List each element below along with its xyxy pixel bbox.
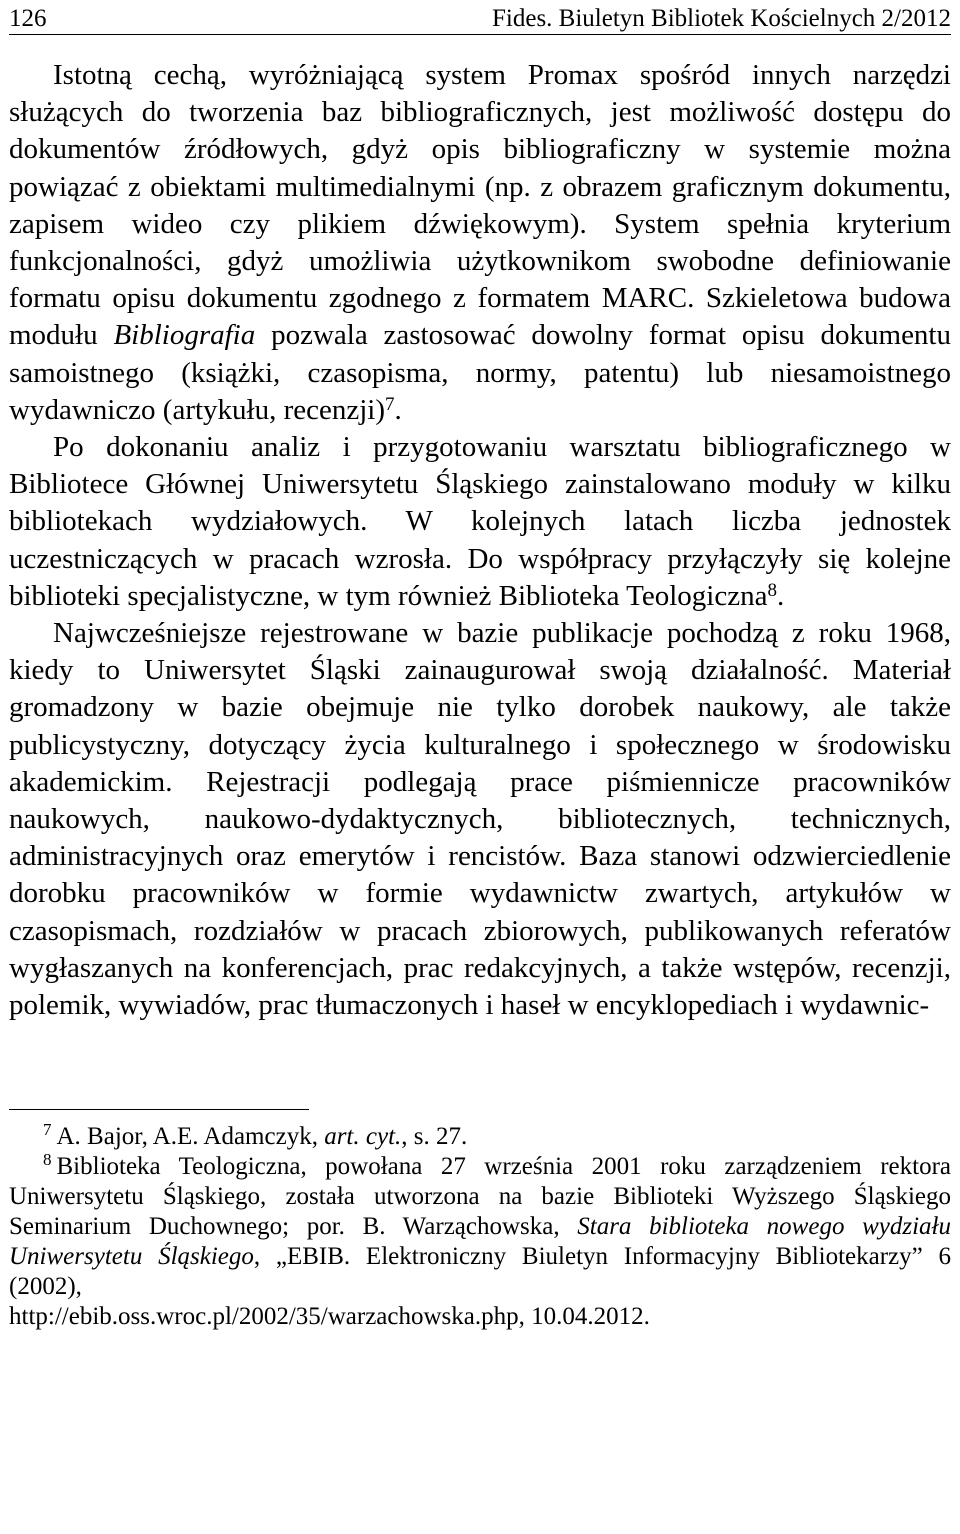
paragraph-text: Istotną cechą, wyróżniającą system Promax spośród innych narzędzi służących do tworzenia baz bibliograficznych, jest możliwość dostępu do dokumentów źródłowych, gdyż opis bibliograficzny w systemie można powiązać z obiektami multimedialnymi (np. z obrazem graficznym dokumentu, zapisem wideo czy plikiem dźwiękowym). System spełnia kryterium funkcjonalności, gdyż umożliwia użytkownikom swobodne definiowanie formatu opisu dokumentu zgodnego z formatem MARC. Szkieletowa budowa modułu <box>9 59 951 352</box>
footnote-text: Biblioteka Teologiczna, powołana 27 września 2001 roku zarządzeniem rektora Uniwersytetu Śląskiego, została utworzona na bazie Biblioteki Wyższego Śląskiego Seminarium Duchownego; por. B. Warząchowska, <box>9 1153 951 1241</box>
module-name-italic: Bibliografia <box>113 319 256 352</box>
footnote-text: , „EBIB. Elektroniczny Biuletyn Informacyjny Bibliotekarzy” 6 (2002), <box>9 1243 951 1301</box>
running-title: Fides. Biuletyn Bibliotek Kościelnych 2/2012 <box>492 5 951 32</box>
body-text <box>9 57 951 1024</box>
footnote-ref[interactable]: 7 <box>385 393 395 415</box>
footnote <box>9 1122 951 1152</box>
paragraph-text: . <box>394 393 402 426</box>
paragraph <box>9 57 951 429</box>
footnote-number: 7 <box>43 1120 52 1140</box>
header-rule <box>9 34 951 35</box>
running-header <box>9 0 951 34</box>
paragraph-text: . <box>776 579 785 612</box>
footnote-text: A. Bajor, A.E. Adamczyk, <box>56 1123 325 1151</box>
footnote-italic: art. cyt. <box>324 1123 402 1151</box>
footnote-separator <box>9 1109 309 1110</box>
footnote <box>9 1152 951 1302</box>
footnote-link[interactable]: http://ebib.oss.wroc.pl/2002/35/warzachowska.php, 10.04.2012. <box>9 1303 650 1331</box>
paragraph <box>9 429 951 615</box>
paragraph-text: Po dokonaniu analiz i przygotowaniu warsztatu bibliograficznego w Bibliotece Głównej Uniwersytetu Śląskiego zainstalowano moduły w kilku bibliotekach wydziałowych. W kolejnych latach liczba jednostek uczestniczących w pracach wzrosła. Do współpracy przyłączyły się kolejne biblioteki specjalistyczne, w tym również Biblioteka Teologiczna <box>9 431 951 612</box>
page-number: 126 <box>9 5 47 32</box>
paragraph: Najwcześniejsze rejestrowane w bazie publikacje pochodzą z roku 1968, kiedy to Uniwersytet Śląski zainaugurował swoją działalność. Materiał gromadzony w bazie obejmuje nie tylko dorobek naukowy, ale także publicystyczny, dotyczący życia kulturalnego i społecznego w środowisku akademickim. Rejestracji podlegają prace piśmiennicze pracowników naukowych, naukowo-dydaktycznych, bibliotecznych, technicznych, administracyjnych oraz emerytów i rencistów. Baza stanowi odzwierciedlenie dorobku pracowników w formie wydawnictw zwartych, artykułów w czasopismach, rozdziałów w pracach zbiorowych, publikowanych referatów wygłaszanych na konferencjach, prac redakcyjnych, a także wstępów, recenzji, polemik, wywiadów, prac tłumaczonych i haseł w encyklopediach i wydawnic- <box>9 617 951 1022</box>
footnote-text: , s. 27. <box>401 1123 468 1151</box>
footnotes <box>9 1122 951 1332</box>
footnote-italic: Stara biblioteka nowego wydziału Uniwersytetu Śląskiego <box>9 1213 951 1271</box>
paragraph-text: pozwala zastosować dowolny format opisu dokumentu samoistnego (książki, czasopisma, normy, patentu) lub niesamoistnego wydawniczo (artykułu, recenzji) <box>9 319 951 426</box>
footnote-number: 8 <box>43 1150 52 1170</box>
footnote-ref[interactable]: 8 <box>767 579 777 601</box>
